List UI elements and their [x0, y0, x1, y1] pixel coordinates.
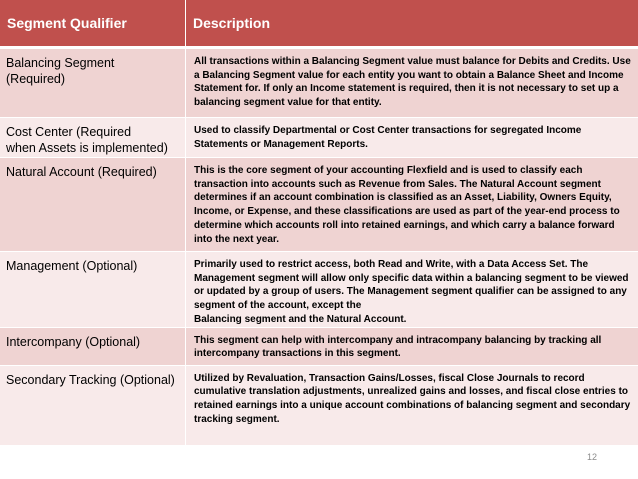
description-cell: Primarily used to restrict access, both Read and Write, with a Data Access Set. The Management segment will allow only specific data within a balancing segment to be viewed or updated by a group of users. The Management segment qualifier can be assigned to any segment of the account, except the Balancing segment and the Natural Account.: [186, 252, 638, 328]
description-cell: Utilized by Revaluation, Transaction Gains/Losses, fiscal Close Journals to record cumulative translation adjustments, unrealized gains and losses, and fiscal close entries to retained earnings into a unique account combinations of balancing segment and secondary tracking segment.: [186, 366, 638, 446]
description-cell: Used to classify Departmental or Cost Center transactions for segregated Income Statements or Management Reports.: [186, 118, 638, 158]
page-number: 12: [587, 452, 598, 462]
segment-qualifier-cell: Natural Account (Required): [0, 158, 186, 252]
segment-qualifier-cell: Management (Optional): [0, 252, 186, 328]
segment-qualifier-cell: Balancing Segment (Required): [0, 49, 186, 118]
table-header-row: [0, 0, 638, 49]
description-cell: This segment can help with intercompany and intracompany balancing by tracking all intercompany transactions in this segment.: [186, 328, 638, 366]
table-row: [0, 158, 638, 252]
segment-qualifier-cell: Secondary Tracking (Optional): [0, 366, 186, 446]
description-cell: This is the core segment of your accounting Flexfield and is used to classify each transaction into accounts such as Revenue from Sales. The Natural Account segment determines if an account combination is classified as an Asset, Liability, Owners Equity, Income, or Expense, and these classifications are used as part of the year-end process to determine which accounts roll into retained earnings, and which carry a balance forward into the next year.: [186, 158, 638, 252]
table-row: [0, 328, 638, 366]
table-row: [0, 252, 638, 328]
description-cell: All transactions within a Balancing Segment value must balance for Debits and Credits. Use a Balancing Segment value for each entity you want to obtain a Balance Sheet and Income Statement for. If only an Income statement is required, then it is not necessary to set up a balancing segment value for that entity.: [186, 49, 638, 118]
segment-qualifier-cell: Intercompany (Optional): [0, 328, 186, 366]
segment-qualifier-cell: Cost Center (Required when Assets is implemented): [0, 118, 186, 158]
table-row: [0, 366, 638, 446]
table-row: [0, 49, 638, 118]
header-description: Description: [186, 0, 638, 49]
header-segment-qualifier: Segment Qualifier: [0, 0, 186, 49]
table-row: [0, 118, 638, 158]
